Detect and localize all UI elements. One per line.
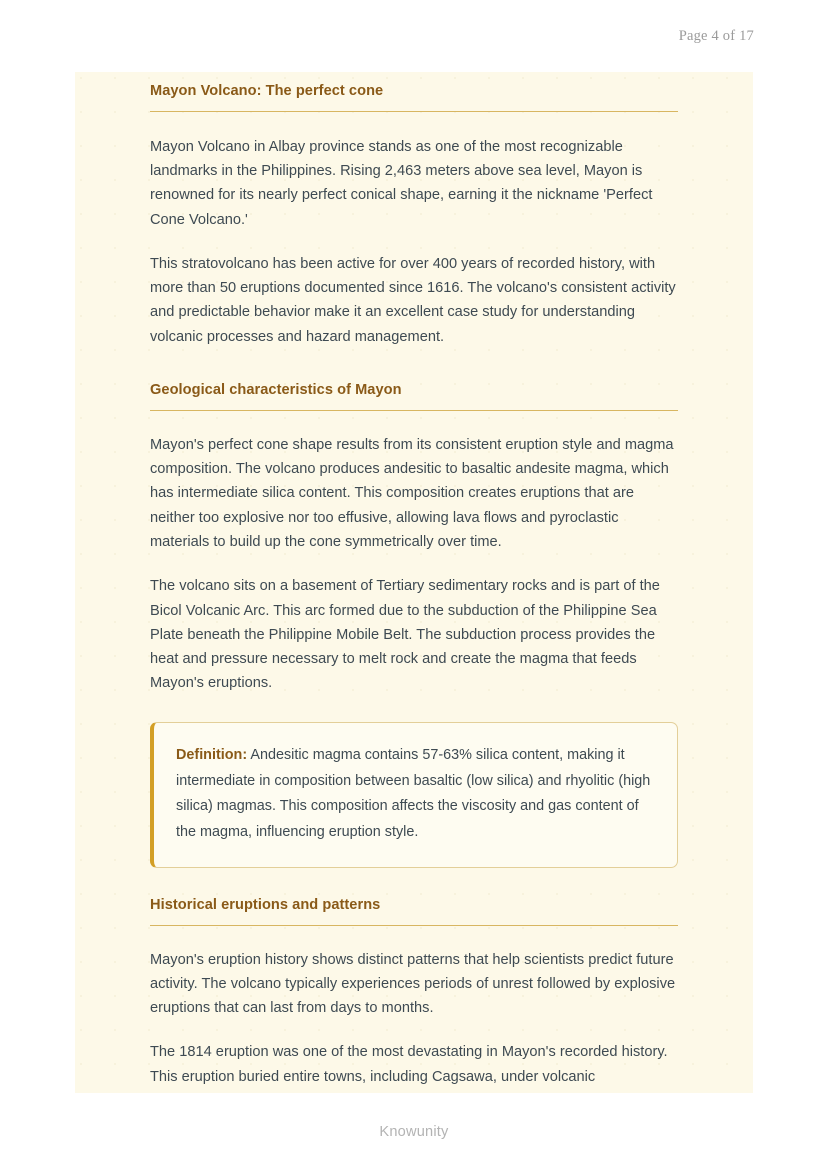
section-heading: Mayon Volcano: The perfect cone bbox=[150, 83, 384, 99]
section-heading: Geological characteristics of Mayon bbox=[150, 382, 402, 399]
document-page-card bbox=[75, 72, 753, 1093]
paragraph: Mayon's perfect cone shape results from its consistent eruption style and magma composition. The volcano produces andesitic to basaltic andesite magma, which has intermediate silica content. This composition creates eruptions that are neither too explosive nor too effusive, allowing lava flows and pyroclastic materials to build up the cone symmetrically over time. bbox=[150, 436, 674, 550]
paragraph: Mayon Volcano in Albay province stands as one of the most recognizable landmarks in the Philippines. Rising 2,463 meters above sea level, Mayon is renowned for its nearly perfect conical shape, earning it the nickname 'Perfect Cone Volcano.' bbox=[150, 138, 653, 228]
heading-divider bbox=[150, 925, 678, 926]
definition-body: Andesitic magma contains 57-63% silica content, making it intermediate in composition between basaltic (low silica) and rhyolitic (high silica) magmas. This composition affects the viscosity and gas content of the magma, influencing eruption style. bbox=[176, 746, 651, 841]
paragraph: Mayon's eruption history shows distinct patterns that help scientists predict future activity. The volcano typically experiences periods of unrest followed by explosive eruptions that can last from days to months. bbox=[150, 951, 676, 1017]
definition-callout-text bbox=[176, 743, 653, 846]
document-content bbox=[150, 82, 678, 1089]
section-header-1 bbox=[150, 381, 678, 411]
spacer bbox=[150, 369, 678, 381]
section-header-2 bbox=[150, 896, 678, 926]
section-header-0 bbox=[150, 82, 678, 112]
paragraph: The volcano sits on a basement of Tertiary sedimentary rocks and is part of the Bicol Volcanic Arc. This arc formed due to the subduction of the Philippine Sea Plate beneath the Philippine Mobile Belt. The subduction process provides the heat and pressure necessary to melt rock and create the magma that feeds Mayon's eruptions. bbox=[150, 578, 660, 692]
heading-divider bbox=[150, 410, 678, 411]
footer-brand: Knowunity bbox=[379, 1124, 449, 1140]
section-heading: Historical eruptions and patterns bbox=[150, 896, 381, 913]
paragraph: This stratovolcano has been active for over 400 years of recorded history, with more than 50 eruptions documented since 1616. The volcano's consistent activity and predictable behavior make it an excellent case study for understanding volcanic processes and hazard management. bbox=[150, 255, 676, 345]
paragraph: The 1814 eruption was one of the most devastating in Mayon's recorded history. This eruption buried entire towns, including Cagsawa, under volcanic bbox=[150, 1044, 668, 1085]
heading-divider bbox=[150, 111, 678, 112]
page-indicator: Page 4 of 17 bbox=[678, 28, 754, 44]
definition-label: Definition: bbox=[176, 746, 248, 763]
definition-callout bbox=[150, 722, 678, 868]
